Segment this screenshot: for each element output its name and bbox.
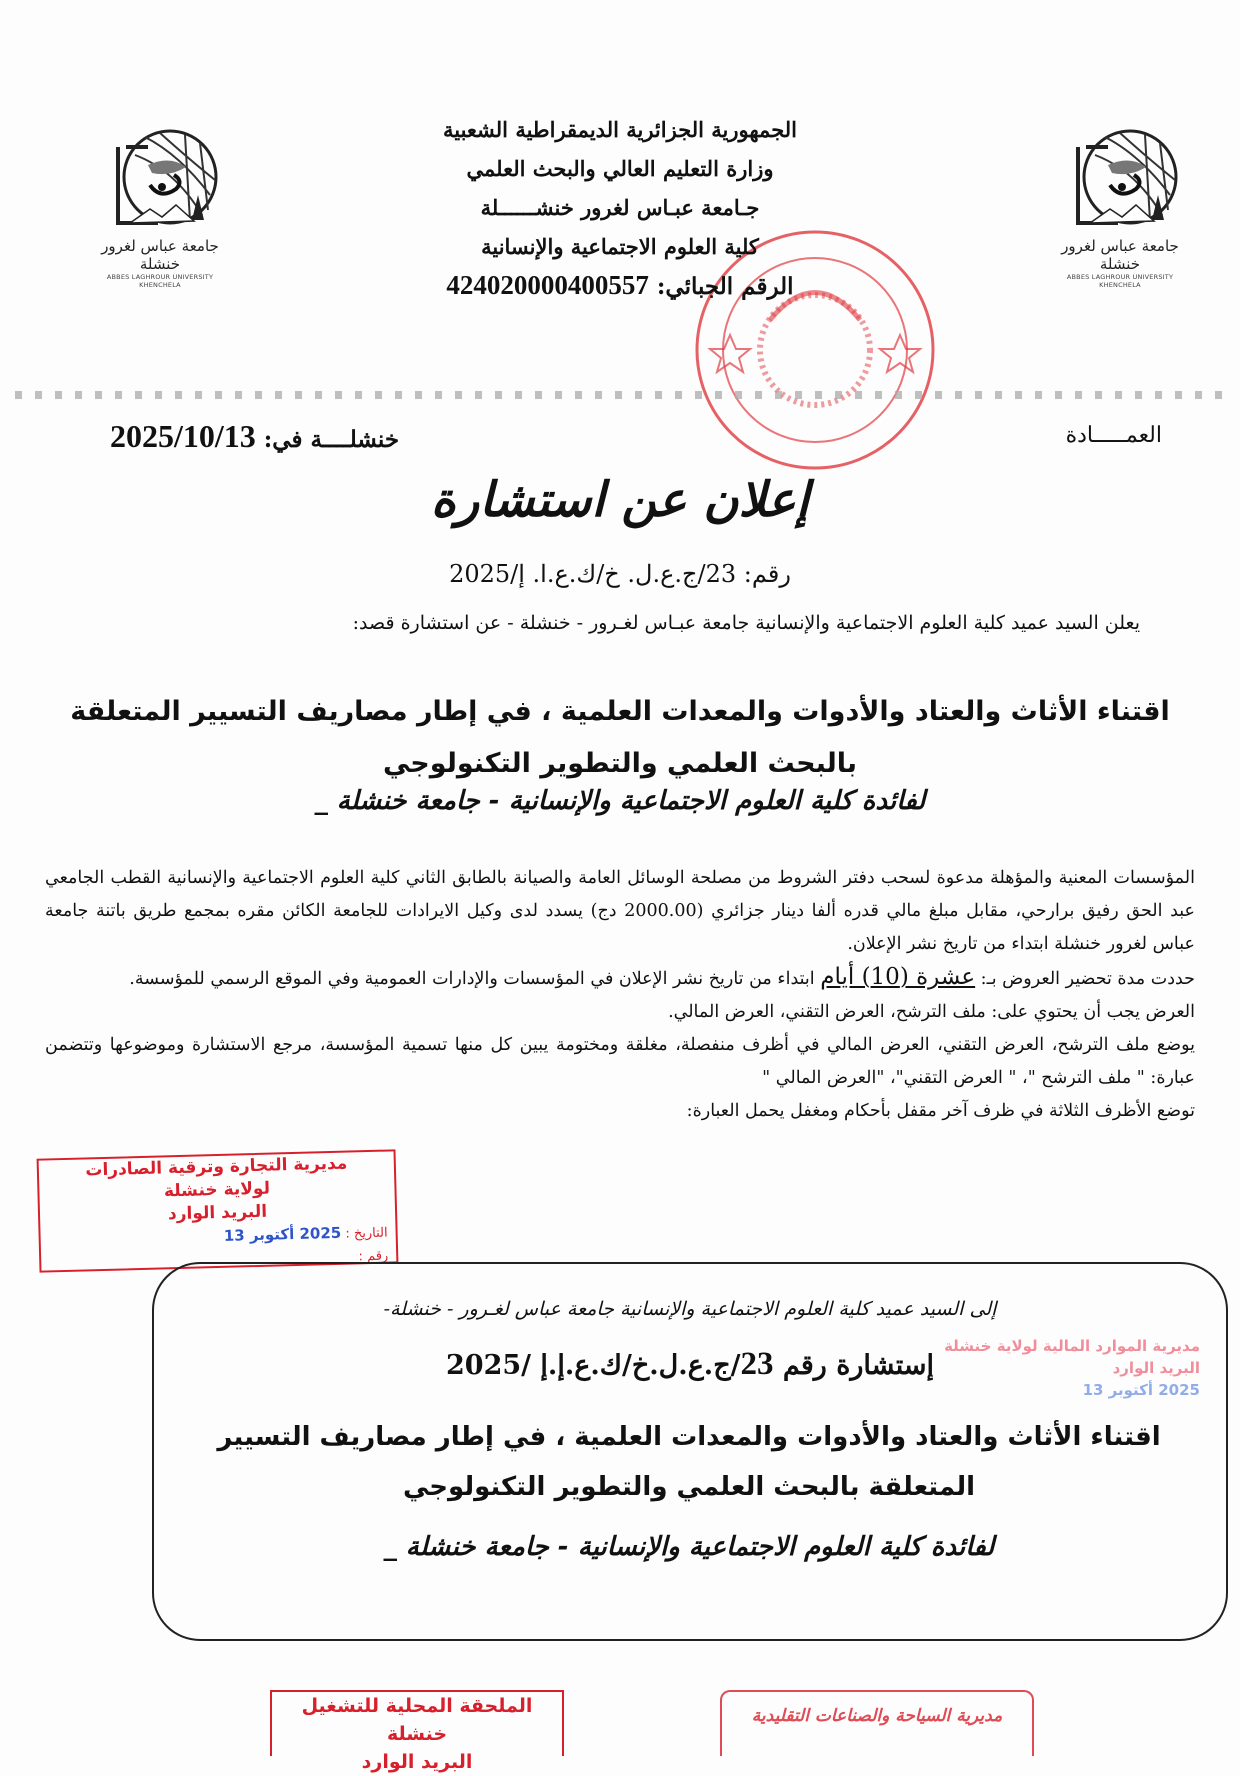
stamp-date-value: 2025 أكتوبر 13 bbox=[223, 1223, 342, 1245]
stamp-line: البريد الوارد bbox=[1112, 1359, 1200, 1377]
subject-main: اقتناء الأثاث والعتاد والأدوات والمعدات العلمية ، في إطار مصاريف التسيير المتعلقة بالبحث العلمي والتطوير التكنولوجي bbox=[70, 696, 1170, 779]
logo-name-arabic: جامعة عباس لغرور خنشلة bbox=[101, 237, 219, 273]
tax-id-label: الرقم الجبائي: bbox=[656, 273, 794, 300]
paragraph-duration bbox=[45, 961, 1195, 996]
paragraph-offer-contents: العرض يجب أن يحتوي على: ملف الترشح، العرض التقني، العرض المالي. bbox=[668, 1002, 1195, 1022]
tax-id bbox=[410, 266, 830, 306]
ministry-name: وزارة التعليم العالي والبحث العلمي bbox=[466, 156, 774, 181]
duration-suffix: ابتداء من تاريخ نشر الإعلان في المؤسسات والإدارات العمومية وفي الموقع الرسمي للمؤسسة. bbox=[129, 969, 821, 989]
stamp-line: لولاية خنشلة bbox=[163, 1178, 271, 1202]
stamp-line: مديرية السياحة والصناعات التقليدية bbox=[751, 1706, 1003, 1726]
paragraph-outer-envelope: توضع الأظرف الثلاثة في ظرف آخر مقفل بأحكام ومغفل يحمل العبارة: bbox=[686, 1101, 1195, 1121]
employment-agency-stamp bbox=[270, 1690, 564, 1773]
envelope-recipient: إلى السيد عميد كلية العلوم الاجتماعية والإنسانية جامعة عباس لغـرور - خنشلة- bbox=[383, 1298, 997, 1320]
header-divider bbox=[15, 391, 1230, 399]
department-label: العمـــــادة bbox=[1065, 423, 1162, 448]
announcement-body bbox=[45, 862, 1195, 1128]
university-name: جـامعة عبـاس لغرور خنشــــــلة bbox=[480, 195, 760, 220]
commerce-directorate-stamp bbox=[37, 1149, 399, 1272]
envelope-ref-label: إستشارة رقم bbox=[782, 1350, 934, 1381]
university-emblem-icon bbox=[1050, 125, 1190, 235]
stamp-line: البريد الوارد bbox=[167, 1201, 268, 1225]
letterhead bbox=[410, 110, 830, 306]
stamp-number-label: رقم : bbox=[358, 1248, 389, 1265]
paragraph-conditions: المؤسسات المعنية والمؤهلة مدعوة لسحب دفتر الشروط من مصلحة الوسائل العامة والصيانة بالطابق الثاني كلية العلوم الاجتماعية والإنسانية القطب الجامعي عبد الحق رفيق برارحي، مقابل مبلغ مالي قدره ألفا دينار جزائري (2000.00 دج) يسدد لدى وكيل الايرادات للجامعة الكائن مقره بمجمع طريق باتنة جامعة عباس لغرور خنشلة ابتداء من تاريخ نشر الإعلان. bbox=[45, 868, 1195, 954]
place-label: خنشلــــة في: bbox=[263, 426, 400, 453]
envelope-subject: اقتناء الأثاث والعتاد والأدوات والمعدات العلمية ، في إطار مصاريف التسيير المتعلقة بالبحث العلمي والتطوير التكنولوجي bbox=[217, 1422, 1161, 1502]
tourism-directorate-stamp bbox=[720, 1690, 1034, 1756]
subject-beneficiary: لفائدة كلية العلوم الاجتماعية والإنسانية - جامعة خنشلة _ bbox=[314, 786, 926, 816]
duration-prefix: حددت مدة تحضير العروض بـ: bbox=[975, 969, 1195, 989]
university-logo-left bbox=[85, 125, 235, 289]
envelope-ref-number: 23 bbox=[740, 1346, 774, 1382]
announcement-intro: يعلن السيد عميد كلية العلوم الاجتماعية والإنسانية جامعة عبـاس لغـرور - خنشلة - عن استشارة قصد: bbox=[352, 612, 1140, 634]
stamp-date-label: التاريخ : bbox=[345, 1225, 388, 1242]
financial-resources-stamp bbox=[900, 1335, 1200, 1475]
tax-id-value: 424020000400557 bbox=[446, 270, 649, 300]
university-logo-right bbox=[1045, 125, 1195, 289]
logo-name-english: ABBES LAGHROUR UNIVERSITY KHENCHELA bbox=[106, 273, 214, 289]
place-and-date bbox=[110, 418, 399, 455]
stamp-line: البريد الوارد bbox=[361, 1751, 473, 1773]
envelope-ref-rest: /ج.ع.ل.خ/ك.ع.إ.إ /2025 bbox=[446, 1350, 741, 1381]
stamp-line: الملحقة المحلية للتشغيل خنشلة bbox=[301, 1695, 533, 1745]
stamp-date-value: 2025 أكتوبر 13 bbox=[1082, 1381, 1200, 1399]
envelope-beneficiary: لفائدة كلية العلوم الاجتماعية والإنسانية - جامعة خنشلة _ bbox=[383, 1532, 995, 1562]
paragraph-envelopes: يوضع ملف الترشح، العرض التقني، العرض المالي في أظرف منفصلة، مغلقة ومختومة يبين كل منها تسمية المؤسسة، مرجع الاستشارة وموضوعها وتتضمن عبارة: " ملف الترشح "، " العرض التقني"، "العرض المالي " bbox=[45, 1035, 1195, 1088]
document-date: 2025/10/13 bbox=[110, 418, 256, 454]
republic-name: الجمهورية الجزائرية الديمقراطية الشعبية bbox=[442, 117, 797, 142]
announcement-reference: رقم: 23/ج.ع.ل. خ/ك.ع.ا. إ/2025 bbox=[449, 560, 791, 588]
stamp-line: مديرية الموارد المالية لولاية خنشلة bbox=[944, 1337, 1200, 1355]
announcement-title: إعلان عن استشارة bbox=[430, 472, 810, 528]
duration-value: عشرة (10) أيام bbox=[820, 964, 976, 990]
logo-name-arabic: جامعة عباس لغرور خنشلة bbox=[1061, 237, 1179, 273]
logo-name-english: ABBES LAGHROUR UNIVERSITY KHENCHELA bbox=[1066, 273, 1174, 289]
university-emblem-icon bbox=[90, 125, 230, 235]
faculty-name: كلية العلوم الاجتماعية والإنسانية bbox=[481, 234, 759, 259]
stamp-line: مديرية التجارة وترقية الصادرات bbox=[85, 1153, 348, 1181]
